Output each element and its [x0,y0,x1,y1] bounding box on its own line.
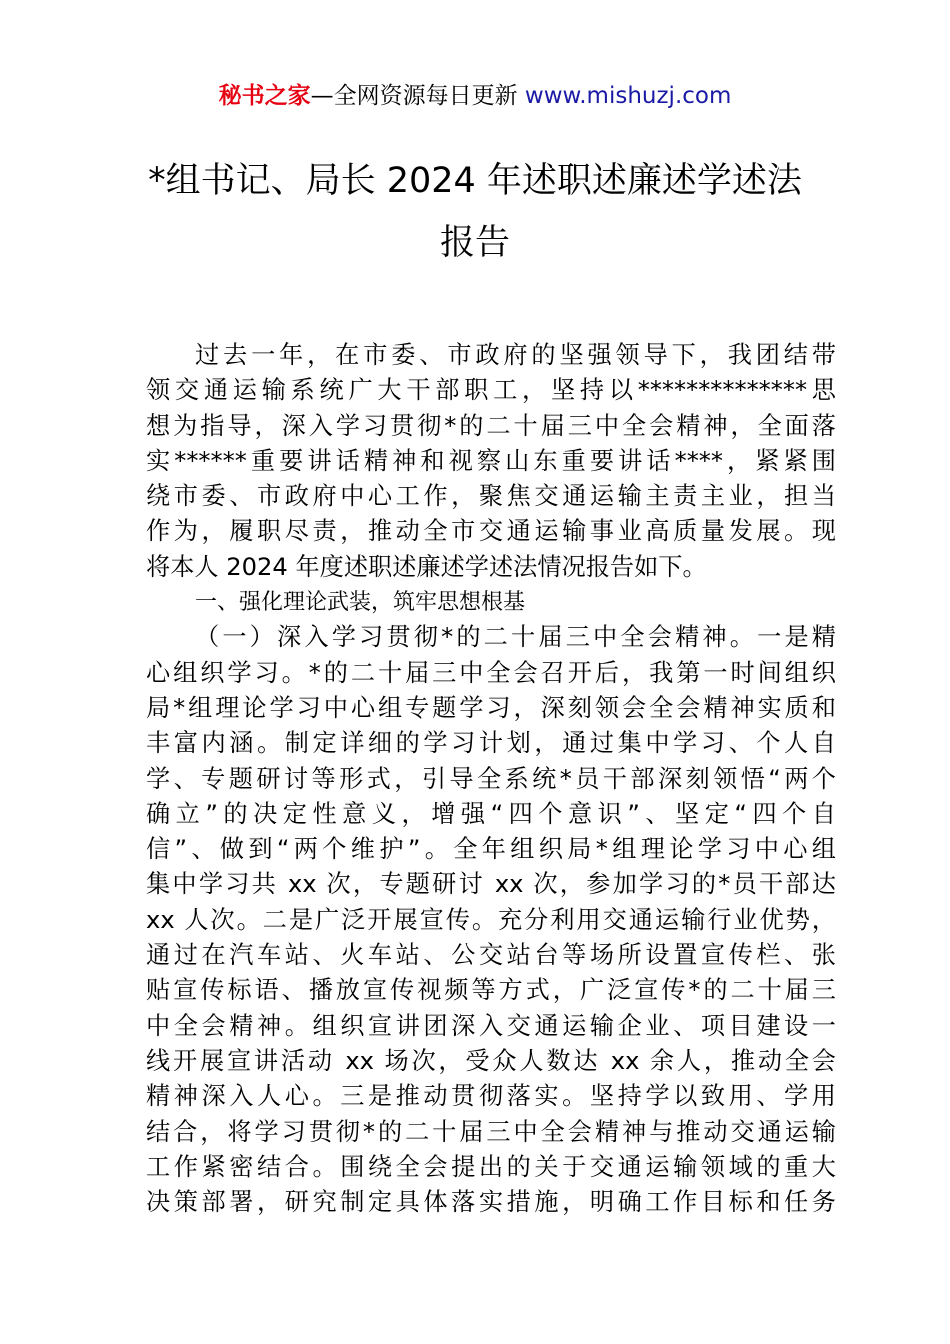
paragraph-line: 局*组理论学习中心组专题学习，深刻领会全会精神实质和 [146,693,836,722]
paragraph-line: 中全会精神。组织宣讲团深入交通运输企业、项目建设一 [146,1011,836,1040]
title-line-1: *组书记、局长 2024 年述职述廉述学述法 [148,161,802,201]
paragraph-line: 决策部署，研究制定具体落实措施，明确工作目标和任务 [146,1188,836,1217]
paragraph-line: 结合，将学习贯彻*的二十届三中全会精神与推动交通运输 [146,1117,836,1146]
paragraph-line: 实******重要讲话精神和视察山东重要讲话****，紧紧围 [146,446,836,475]
paragraph-line: 通过在汽车站、火车站、公交站台等场所设置宣传栏、张 [146,941,836,970]
site-header [0,80,950,112]
section-heading: 一、强化理论武装，筑牢思想根基 [195,590,526,616]
paragraph-line: 精神深入人心。三是推动贯彻落实。坚持学以致用、学用 [146,1082,836,1111]
paragraph-line: （一）深入学习贯彻*的二十届三中全会精神。一是精 [195,623,836,652]
paragraph-line: 学、专题研讨等形式，引导全系统*员干部深刻领悟“两个 [146,764,836,793]
paragraph-line: xx 人次。二是广泛开展宣传。充分利用交通运输行业优势， [146,905,836,934]
document-body [146,338,836,1220]
paragraph-line: 心组织学习。*的二十届三中全会召开后，我第一时间组织 [146,658,836,687]
paragraph-line: 过去一年，在市委、市政府的坚强领导下，我团结带 [195,341,836,369]
paragraph-line: 丰富内涵。制定详细的学习计划，通过集中学习、个人自 [146,729,836,758]
paragraph-line: 确立”的决定性意义，增强“四个意识”、坚定“四个自 [146,799,836,828]
site-url-link[interactable]: www.mishuzj.com [524,83,732,109]
paragraph-line: 想为指导，深入学习贯彻*的二十届三中全会精神，全面落 [146,411,836,440]
paragraph-line: 作为，履职尽责，推动全市交通运输事业高质量发展。现 [146,517,836,546]
paragraph-line: 领交通运输系统广大干部职工，坚持以**************思 [146,376,836,405]
paragraph-line: 工作紧密结合。围绕全会提出的关于交通运输领域的重大 [146,1152,836,1181]
paragraph-line: 集中学习共 xx 次，专题研讨 xx 次，参加学习的*员干部达 [146,870,836,899]
document-title [120,150,830,274]
paragraph-line: 信”、做到“两个维护”。全年组织局*组理论学习中心组 [146,835,836,864]
site-brand: 秘书之家 [218,83,311,109]
site-tagline: —全网资源每日更新 [310,83,525,109]
paragraph-line: 贴宣传标语、播放宣传视频等方式，广泛宣传*的二十届三 [146,976,836,1005]
paragraph-line: 将本人 2024 年度述职述廉述学述法情况报告如下。 [146,552,707,581]
title-line-2: 报告 [439,223,510,263]
paragraph-line: 绕市委、市政府中心工作，聚焦交通运输主责主业，担当 [146,482,836,511]
paragraph-line: 线开展宣讲活动 xx 场次，受众人数达 xx 余人，推动全会 [146,1046,836,1075]
